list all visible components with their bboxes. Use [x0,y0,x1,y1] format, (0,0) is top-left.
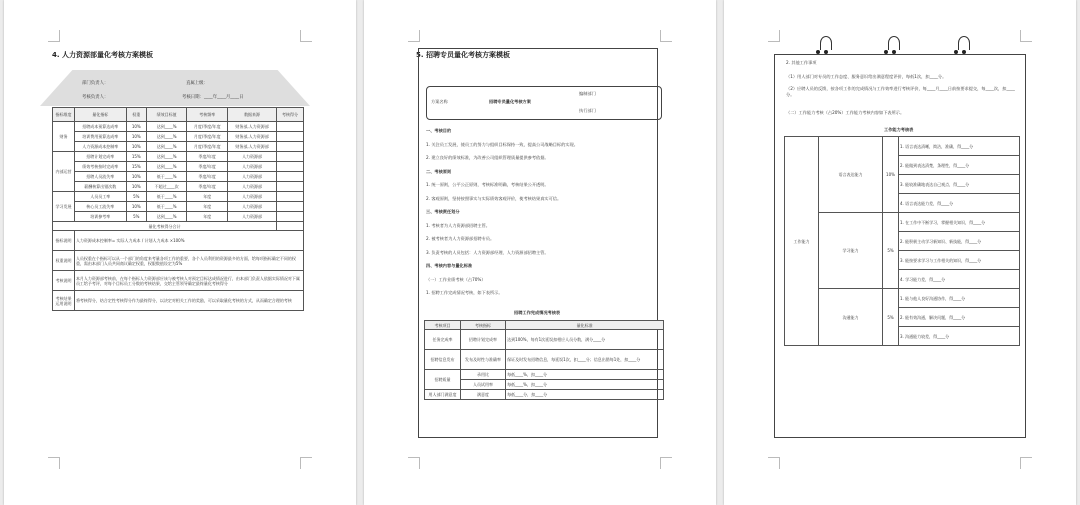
column-header: 绩效目标值 [146,108,186,122]
table-cell: 达到____% [146,152,186,162]
binder-ring [820,36,832,50]
binder-ring [958,36,970,50]
table-cell: 月度/季度/年度 [187,122,228,132]
table-cell: 10% [126,182,146,192]
crop-mark [408,457,420,469]
table-cell: 年度 [187,192,228,202]
crop-mark [408,30,420,42]
item-weight: 5% [883,289,899,346]
section-heading: 四、考核内容与量化标准 [426,263,473,268]
binder-ring [888,36,900,50]
table-row [425,370,664,380]
table-cell: 人员试用率 [460,380,505,390]
note-line: （1）用人部门对专员的工作态度、服务意识给出满意程度评价，每低1次，扣____分。 [786,74,947,79]
table-cell: 达到____% [146,132,186,142]
score-cell [277,182,304,192]
note-line: （二）工作能力考核（占20%）工作能力考核内容如下表所示。 [786,110,905,115]
section-heading: 二、考核原则 [426,168,452,174]
column-header: 考核频率 [187,108,228,122]
score-cell [277,162,304,172]
note-row [53,251,304,271]
table-cell: 招聘质量 [425,370,461,390]
table-cell: 10% [126,202,146,212]
table-cell: 10% [126,122,146,132]
table-cell: 核心员工流失率 [74,202,126,212]
section-line: 1. 关注员工发展，使员工的努力与组织目标保持一致，提高公司战略目标的实现。 [426,141,578,147]
ability-table [784,136,1020,346]
note-value: 将考核得分，结合定性考核得分作为最终得分，以决定对相关工作的奖励，可以采取量化考核的方式，从而确定合理的考核 [74,291,303,311]
crop-mark [300,30,312,42]
crop-mark [660,30,672,42]
plan-header-box [426,86,662,120]
table-cell: 人力资源部 [228,152,277,162]
recruit-table [424,320,664,400]
section-line: 2. 客观原则，坚持按照事实与实际绩效客观评价，使考核结果真实可信。 [426,195,562,201]
note-value: 本月人力资源部考核前，在每个指标人力资源部应该与被考核人对预定目标达成情况进行，由本部门负责人依据实际情况对下属员工给予考评，对每个目标员工分数的考核结果，交给主管领导确定最终量化考核得分 [74,271,303,291]
score-cell [277,202,304,212]
dimension-cell: 内部运营 [53,152,75,192]
binder-hole [884,50,888,54]
table-row [53,202,304,212]
table-row [53,162,304,172]
table-header-row [425,321,664,330]
table-cell: 达到____% [146,162,186,172]
note-row [53,291,304,311]
note-key: 考核结果运用说明 [53,291,75,311]
table-cell: 低于____% [146,192,186,202]
table-cell: 5% [126,192,146,202]
criteria-line: 1. 能与他人良好沟通协作，得____分 [899,289,1020,308]
table-row [53,182,304,192]
section-heading: 三、考核责任划分 [426,209,460,214]
criteria-line: 3. 能按要求学习与工作相关的知识，得____分 [899,251,1020,270]
section-line: 1. 招聘工作完成情况考核，如下表所示。 [426,290,503,295]
section-line: 3. 负责考核的人员包括：人力资源部经理、人力资源部招聘主管。 [426,249,549,255]
column-header: 考核项目 [425,321,461,330]
section-line: 2. 被考核者为人力资源部招聘专员。 [426,236,495,241]
table-cell: 低于____% [146,172,186,182]
binder-hole [892,50,896,54]
table-row [425,390,664,400]
table-cell: 5% [126,212,146,222]
table-cell: 达到____% [146,212,186,222]
crop-mark [1020,30,1032,42]
note-line: （2）应聘人员的反馈，按各项工作的完成情况与工作效率进行考核评价，每____月____日前按要求提交，每____次，扣____分。 [786,86,1015,97]
table-cell: 季度/年度 [187,152,228,162]
score-cell [277,142,304,152]
column-header: 数据来源 [228,108,277,122]
table-cell: 人员员工率 [74,192,126,202]
table-cell: 招聘计划完成率 [74,152,126,162]
table-cell: 15% [126,152,146,162]
header-roof-shape [40,70,310,106]
criteria-line: 1. 在工作中不断学习，掌握相关知识，得____分 [899,213,1020,232]
table-cell: 季度/年度 [187,162,228,172]
table-cell: 人力资源部 [228,192,277,202]
total-row [53,222,304,231]
table-cell: 录用比 [460,370,505,380]
section-line: （一）工作业绩考核（占70%） [426,276,486,282]
item-weight: 10% [883,137,899,213]
note-key: 考核说明 [53,271,75,291]
note-row [53,271,304,291]
table-row [53,132,304,142]
item-name: 学习能力 [819,213,883,289]
table-cell: 招聘计划完成率 [460,330,505,350]
table-cell: 人力资源部 [228,202,277,212]
table-cell: 10% [126,142,146,152]
table-cell: 招聘信息发布 [425,350,461,370]
item-name: 语言表达能力 [819,137,883,213]
section-line: 1. 考核者为人力资源部招聘主管。 [426,222,490,228]
table-row [785,289,1020,308]
table-row [425,330,664,350]
score-cell [277,132,304,142]
plan-name: 招聘专员量化考核方案 [489,99,531,104]
group-cell: 工作能力 [785,137,819,346]
score-cell [277,192,304,202]
table-title: 工作能力考核表 [884,127,914,132]
note-key: 指标说明 [53,231,75,251]
crop-mark [48,457,60,469]
plan-name-label: 方案名称 [431,99,448,104]
table-header-row [53,108,304,122]
crop-mark [48,30,60,42]
table-cell: 财务部,人力资源部 [228,142,277,152]
table-row [425,350,664,370]
table-cell: 满意度 [460,390,505,400]
item-weight: 5% [883,213,899,289]
table-cell: 年度 [187,212,228,222]
table-cell: 10% [126,132,146,142]
section-heading: 一、考核目的 [426,128,452,133]
table-cell: 人力资源部 [228,162,277,172]
section-line: 1. 统一原则，公平公正原则，考核标准明确，考核结果公开透明。 [426,182,549,187]
criteria-line: 4. 学习能力差，得____分 [899,270,1020,289]
table-row [53,172,304,182]
table-cell: 年度 [187,202,228,212]
column-header: 指标维度 [53,108,75,122]
table-cell: 月度/季度/年度 [187,132,228,142]
table-cell: 每低____%，扣____分 [506,380,664,390]
criteria-line: 4. 语言表达能力差，得____分 [899,194,1020,213]
table-cell: 人力资源部 [228,212,277,222]
criteria-line: 2. 能有效沟通，解决问题，得____分 [899,308,1020,327]
column-header: 量化标准 [506,321,664,330]
crop-mark [1020,457,1032,469]
total-label: 量化考核得分合计 [53,222,277,231]
table-row [53,212,304,222]
column-header: 考核得分 [277,108,304,122]
date-label: 考核日期：____年____月____日 [182,95,244,100]
table-cell: 每低____分，扣____分 [506,390,664,400]
note-line: 2. 其他工作事项 [786,60,817,65]
criteria-line: 2. 能积极主动学习新知识、新技能，得____分 [899,232,1020,251]
table-cell: 月度/季度/年度 [187,142,228,152]
table-cell: 达到100%，每有1次延误扣相应人员分数，满分____分 [506,330,664,350]
note-value: 人力资源成本控制率= 实际人力成本 / 计划人力成本 ×100% [74,231,303,251]
manager-label: 部门负责人： [82,81,109,86]
page-title: 4. 人力资源部量化考核方案模板 [52,51,153,59]
table-cell: 财务部,人力资源部 [228,122,277,132]
table-cell: 招聘人员流失率 [74,172,126,182]
crop-mark [660,457,672,469]
table-cell: 不超过____次 [146,182,186,192]
table-cell: 10% [126,172,146,182]
table-cell: 保证及时发布招聘信息，每延误1次，扣____分；信息出错每1处，扣____分 [506,350,664,370]
table-cell: 人力资源成本控制率 [74,142,126,152]
table-row [53,142,304,152]
score-cell [277,172,304,182]
dept-label: 编制部门 [579,91,596,96]
table-row [53,192,304,202]
table-cell: 培训参考率 [74,212,126,222]
criteria-line: 3. 能较准确地表达自己观点，得____分 [899,175,1020,194]
table-cell: 达到____% [146,142,186,152]
exec-label: 执行部门 [579,108,596,113]
dimension-cell: 财务 [53,122,75,152]
note-key: 权重说明 [53,251,75,271]
binder-hole [962,50,966,54]
table-cell: 绩效考核按时完成率 [74,162,126,172]
column-header: 权重 [126,108,146,122]
column-header: 量化指标 [74,108,126,122]
note-value: 人员权重在个指标可以从一个部门的角度来考量各项工作的重要，各个人员利用的资源最多的方面，给每项指标确定不同的权重，需由本部门人员共同商议确定权重，权限数值设定为5% [74,251,303,271]
score-cell [277,212,304,222]
document-page-2 [364,0,716,505]
binder-hole [954,50,958,54]
note-row [53,231,304,251]
reviewer-label: 考核负责人： [82,95,109,100]
binder-hole [824,50,828,54]
table-cell: 发布及时性与准确率 [460,350,505,370]
score-cell [277,222,304,231]
table-cell: 季度/年度 [187,172,228,182]
score-cell [277,152,304,162]
score-cell [277,122,304,132]
table-cell: 每低____%，扣____分 [506,370,664,380]
table-cell: 达到____% [146,122,186,132]
table-title: 招聘工作完成情况考核表 [514,310,561,315]
criteria-line: 3. 沟通能力较差，得____分 [899,327,1020,346]
table-row [53,152,304,162]
criteria-line: 1. 语言表达清晰，简洁，准确，得____分 [899,137,1020,156]
table-cell: 用人部门满意度 [425,390,461,400]
table-cell: 人力资源部 [228,182,277,192]
page-title: 5. 招聘专员量化考核方案模板 [416,51,510,59]
table-cell: 财务部,人力资源部 [228,132,277,142]
table-cell: 季度/年度 [187,182,228,192]
binder-hole [816,50,820,54]
crop-mark [768,30,780,42]
criteria-line: 2. 能做到表达清楚，条理性，得____分 [899,156,1020,175]
item-name: 沟通能力 [819,289,883,346]
table-cell: 培训费用预算达成率 [74,132,126,142]
table-cell: 人力资源部 [228,172,277,182]
kpi-table [52,107,304,311]
dimension-cell: 学习发展 [53,192,75,222]
table-cell: 招聘成本预算达成率 [74,122,126,132]
table-cell: 薪酬核算出错次数 [74,182,126,192]
table-cell: 低于____% [146,202,186,212]
table-cell: 15% [126,162,146,172]
table-cell: 任务完成率 [425,330,461,350]
supervisor-label: 直属上级： [186,81,208,86]
crop-mark [300,457,312,469]
document-page-1 [4,0,356,505]
table-row [53,122,304,132]
table-row [785,137,1020,156]
document-page-3 [724,0,1076,505]
table-row [785,213,1020,232]
section-line: 2. 建立良好的绩效标准，为改善公司组织管理质量提供参考依据。 [426,155,549,160]
column-header: 考核指标 [460,321,505,330]
table-row [425,380,664,390]
crop-mark [768,457,780,469]
